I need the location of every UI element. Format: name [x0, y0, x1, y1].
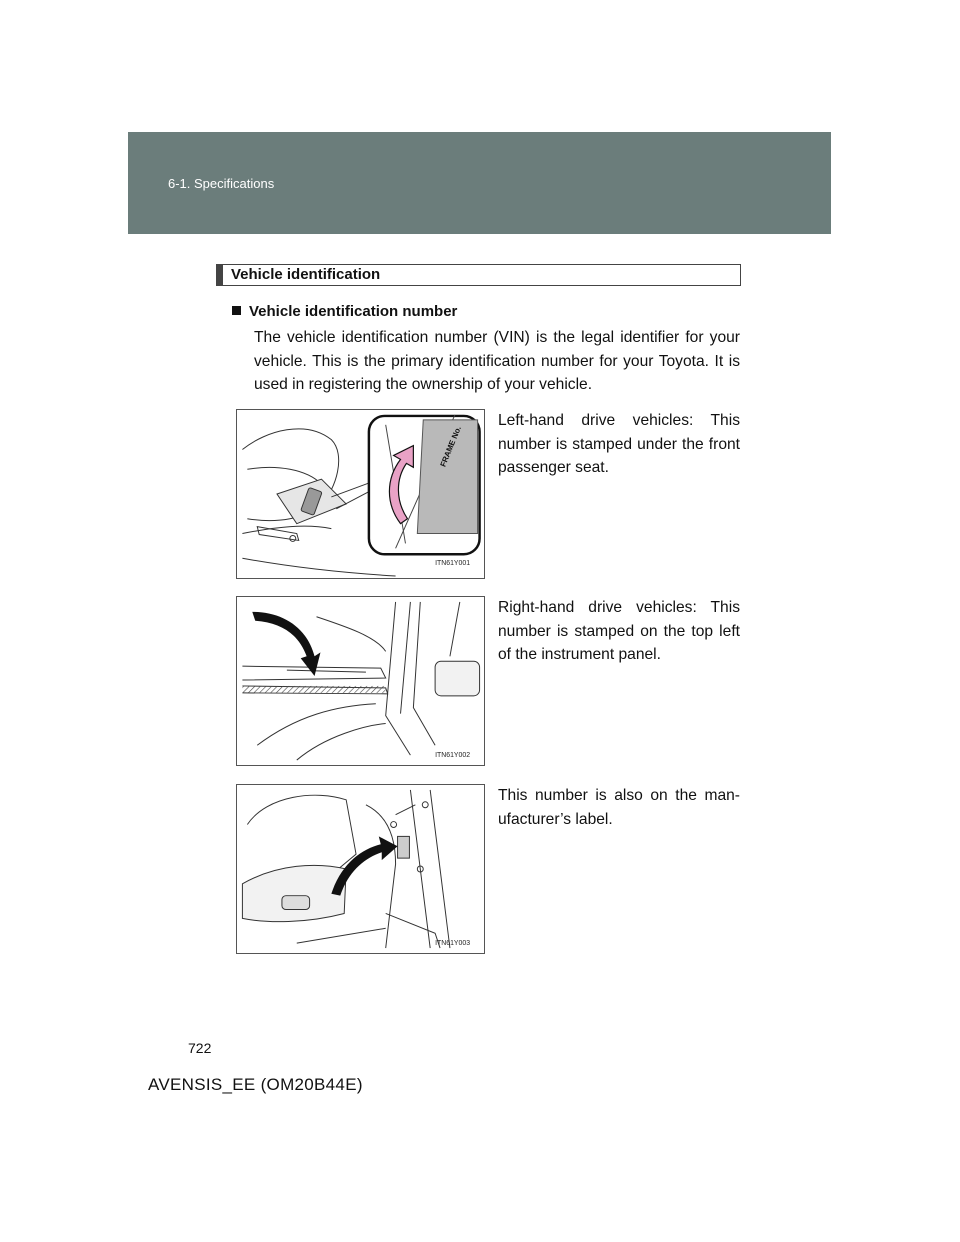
section-title: Vehicle identification	[216, 264, 741, 286]
body-paragraph: The vehicle identification number (VIN) is the legal identifier for your vehicle. This is the primary identification number for your Toyota. It is used in registering the ownership of your vehicle.	[254, 329, 740, 393]
door-pillar-illustration	[237, 785, 484, 953]
subheading-text: Vehicle identification number	[249, 303, 458, 320]
seat-illustration	[237, 410, 484, 578]
dashboard-illustration	[237, 597, 484, 765]
model-code: AVENSIS_EE (OM20B44E)	[148, 1075, 363, 1094]
figure-manufacturer-label	[236, 784, 485, 954]
page-number: 722	[188, 1040, 212, 1056]
header-band	[128, 132, 831, 234]
figure-code: ITN61Y003	[435, 940, 471, 948]
figure-code: ITN61Y001	[435, 560, 471, 568]
subheading	[232, 303, 457, 320]
bullet-square-icon	[232, 306, 241, 315]
figure-passenger-seat	[236, 409, 485, 579]
frame-plate-label: FRAME No.	[438, 424, 463, 469]
figure-caption: Right-hand drive vehicles: This number is stamped on the top left of the instrument panel.	[498, 599, 740, 663]
breadcrumb: 6-1. Specifications	[168, 176, 275, 191]
figure-instrument-panel	[236, 596, 485, 766]
figure-caption: This number is also on the man-ufacturer’s label.	[498, 787, 740, 828]
figure-caption: Left-hand drive vehicles: This number is stamped under the front passenger seat.	[498, 412, 740, 476]
figure-code: ITN61Y002	[435, 752, 471, 760]
